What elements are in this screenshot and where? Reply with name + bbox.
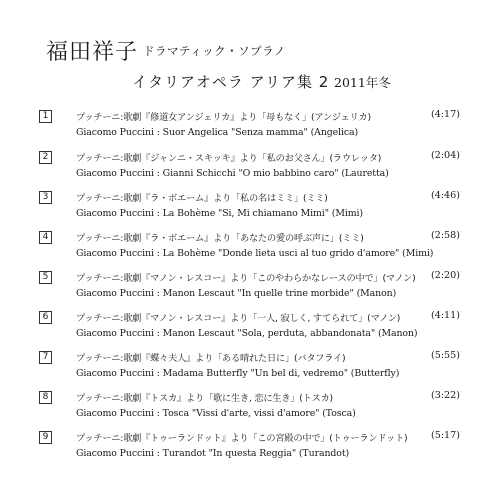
- track-duration: (5:55): [430, 350, 460, 361]
- track-title-english: Giacomo Puccini : La Bohème "Si, Mi chiamano Mimi" (Mimi): [76, 208, 363, 219]
- track-duration: (2:58): [430, 230, 460, 241]
- track-number: 7: [39, 351, 52, 364]
- track-duration: (4:17): [430, 109, 460, 120]
- track-title-english: Giacomo Puccini : Tosca "Vissi d'arte, vissi d'amore" (Tosca): [76, 408, 356, 419]
- artist-name: 福田祥子: [46, 40, 139, 65]
- track-title-english: Giacomo Puccini : La Bohème "Donde lieta usci al tuo grido d'amore" (Mimi): [76, 248, 434, 259]
- album-year: 2011年冬: [334, 75, 391, 90]
- track-title-japanese: プッチーニ:歌劇『マノン・レスコー』より「一人, 寂しく, すてられて」(マノン): [76, 313, 401, 324]
- track-number: 4: [39, 231, 52, 244]
- track-item: [0, 310, 500, 346]
- track-item: [0, 430, 500, 466]
- track-item: [0, 190, 500, 226]
- track-title-english: Giacomo Puccini : Turandot "In questa Reggia" (Turandot): [76, 448, 350, 459]
- track-number: 9: [39, 431, 52, 444]
- track-number: 2: [39, 151, 52, 164]
- track-title-english: Giacomo Puccini : Suor Angelica "Senza mamma" (Angelica): [76, 127, 359, 138]
- track-duration: (2:20): [430, 270, 460, 281]
- track-number: 3: [39, 191, 52, 204]
- track-title-japanese: プッチーニ:歌劇『蝶々夫人』より「ある晴れた日に」(バタフライ): [76, 353, 346, 364]
- track-title-japanese: プッチーニ:歌劇『トスカ』より「歌に生き, 恋に生き」(トスカ): [76, 393, 333, 404]
- track-duration: (4:11): [430, 310, 460, 321]
- artist-role: ドラマティック・ソプラノ: [143, 44, 286, 58]
- track-title-japanese: プッチーニ:歌劇『ラ・ボエーム』より「あなたの愛の呼ぶ声に」(ミミ): [76, 233, 364, 244]
- track-title-japanese: プッチーニ:歌劇『ジャンニ・スキッキ』より「私のお父さん」(ラウレッタ): [76, 153, 382, 164]
- track-title-japanese: プッチーニ:歌劇『修道女アンジェリカ』より「母もなく」(アンジェリカ): [76, 112, 371, 123]
- album-title: イタリアオペラ アリア集 2: [132, 73, 330, 91]
- track-title-english: Giacomo Puccini : Gianni Schicchi "O mio babbino caro" (Lauretta): [76, 168, 389, 179]
- track-title-japanese: プッチーニ:歌劇『トゥーランドット』より「この宮殿の中で」(トゥーランドット): [76, 433, 408, 444]
- track-number: 1: [39, 110, 52, 123]
- track-number: 5: [39, 271, 52, 284]
- track-duration: (3:22): [430, 390, 460, 401]
- track-title-english: Giacomo Puccini : Manon Lescaut "Sola, perduta, abbandonata" (Manon): [76, 328, 418, 339]
- track-duration: (5:17): [430, 430, 460, 441]
- track-title-english: Giacomo Puccini : Madama Butterfly "Un bel di, vedremo" (Butterfly): [76, 368, 400, 379]
- track-title-japanese: プッチーニ:歌劇『ラ・ボエーム』より「私の名はミミ」(ミミ): [76, 193, 328, 204]
- track-item: [0, 390, 500, 426]
- track-item: [0, 350, 500, 386]
- track-item: [0, 109, 500, 145]
- track-item: [0, 230, 500, 266]
- track-item: [0, 150, 500, 186]
- track-duration: (2:04): [430, 150, 460, 161]
- track-number: 6: [39, 311, 52, 324]
- track-title-english: Giacomo Puccini : Manon Lescaut "In quelle trine morbide" (Manon): [76, 288, 397, 299]
- track-item: [0, 270, 500, 306]
- track-number: 8: [39, 391, 52, 404]
- track-title-japanese: プッチーニ:歌劇『マノン・レスコー』より「このやわらかなレースの中で」(マノン): [76, 273, 416, 284]
- track-duration: (4:46): [430, 190, 460, 201]
